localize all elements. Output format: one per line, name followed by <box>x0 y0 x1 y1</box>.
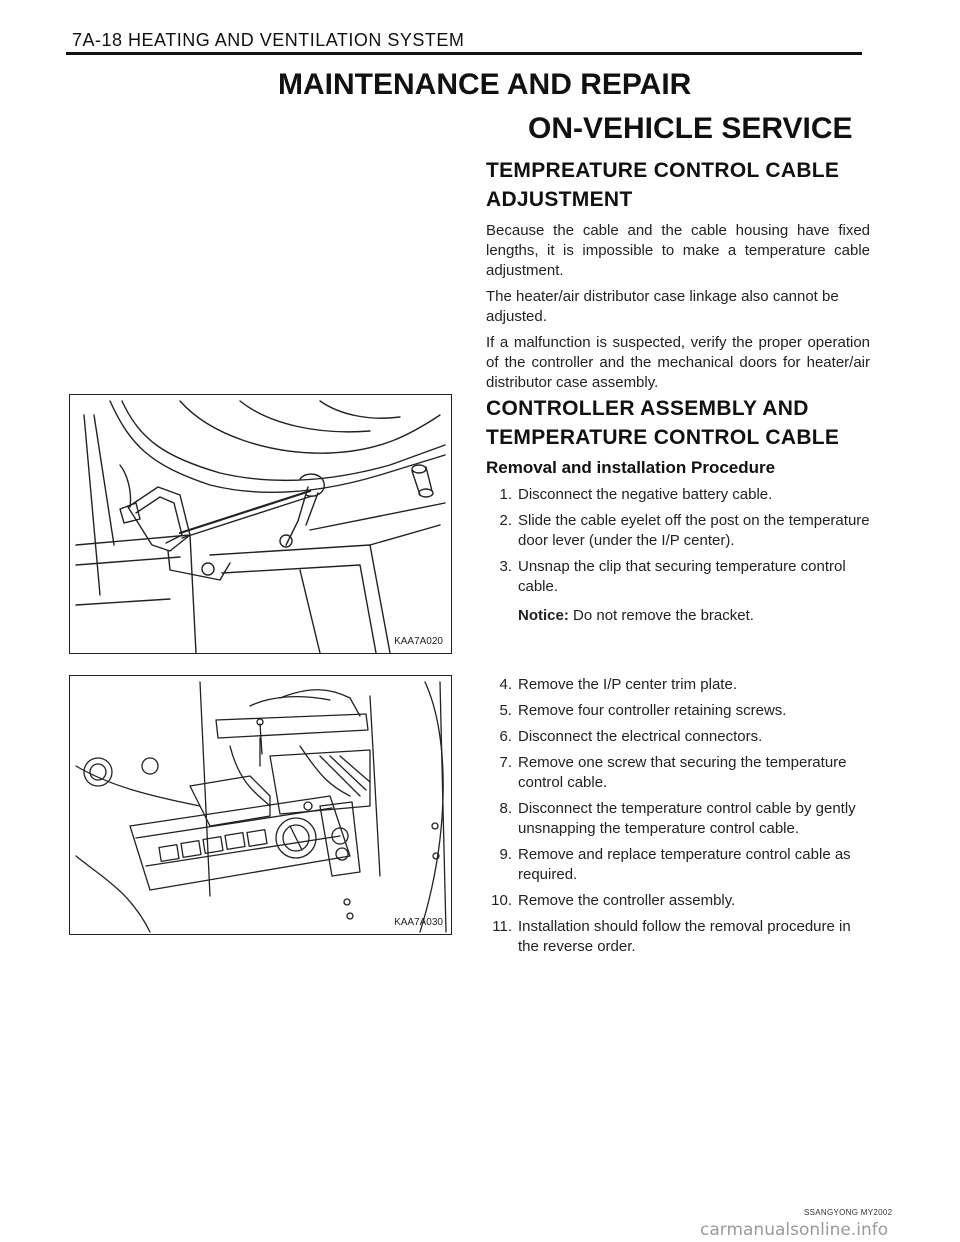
temp-cable-heading-line2: ADJUSTMENT <box>486 188 633 211</box>
procedure-subheading: Removal and installation Procedure <box>486 458 776 477</box>
paragraph: The heater/air distributor case linkage also cannot be adjusted. <box>486 288 839 325</box>
controller-section <box>486 394 870 624</box>
list-item: 1. Disconnect the negative battery cable. <box>499 486 773 503</box>
controller-heading-line2: TEMPERATURE CONTROL CABLE <box>486 426 840 449</box>
steps-list-a <box>486 485 870 597</box>
header-rule <box>66 52 862 55</box>
list-item: 3. Unsnap the clip that securing temperature control cable. <box>499 558 846 595</box>
figure-controller-assembly <box>69 675 452 935</box>
paragraph: Because the cable and the cable housing have fixed lengths, it is impossible to make a temperature cable adjustment. <box>486 222 870 279</box>
temp-cable-heading-line1: TEMPREATURE CONTROL CABLE <box>486 159 840 182</box>
list-item: 7. Remove one screw that securing the temperature control cable. <box>499 754 847 791</box>
figure-caption: KAA7A020 <box>394 636 443 647</box>
temp-cable-adjust-section <box>486 156 870 393</box>
list-item: 10. Remove the controller assembly. <box>491 892 736 909</box>
list-item: 5. Remove four controller retaining screws. <box>499 702 787 719</box>
paragraph: If a malfunction is suspected, verify the proper operation of the controller and the mechanical doors for heater/air distributor case assembly. <box>486 334 870 391</box>
cable-linkage-illustration <box>70 395 451 653</box>
watermark: carmanualsonline.info <box>700 1220 889 1240</box>
steps-continued <box>486 675 870 963</box>
figure-cable-linkage <box>69 394 452 654</box>
steps-list-b <box>486 675 870 957</box>
controller-assembly-illustration <box>70 676 451 934</box>
notice <box>486 607 870 624</box>
footer-brand: SSANGYONG MY2002 <box>804 1208 893 1217</box>
list-item: 9. Remove and replace temperature control cable as required. <box>499 846 851 883</box>
figure-caption: KAA7A030 <box>394 917 443 928</box>
list-item: 11. Installation should follow the removal procedure in the reverse order. <box>492 918 851 955</box>
list-item: 8. Disconnect the temperature control cable by gently unsnapping the temperature control cable. <box>499 800 856 837</box>
section-title: ON-VEHICLE SERVICE <box>528 112 853 145</box>
running-header: 7A-18 HEATING AND VENTILATION SYSTEM <box>72 30 465 50</box>
list-item: 4. Remove the I/P center trim plate. <box>499 676 737 693</box>
notice-text: Do not remove the bracket. <box>568 607 754 624</box>
list-item: 6. Disconnect the electrical connectors. <box>499 728 763 745</box>
controller-heading-line1: CONTROLLER ASSEMBLY AND <box>486 397 809 420</box>
page-title: MAINTENANCE AND REPAIR <box>278 68 692 101</box>
notice-label: Notice: <box>518 607 569 624</box>
list-item: 2. Slide the cable eyelet off the post on the temperature door lever (under the I/P center). <box>499 512 870 549</box>
